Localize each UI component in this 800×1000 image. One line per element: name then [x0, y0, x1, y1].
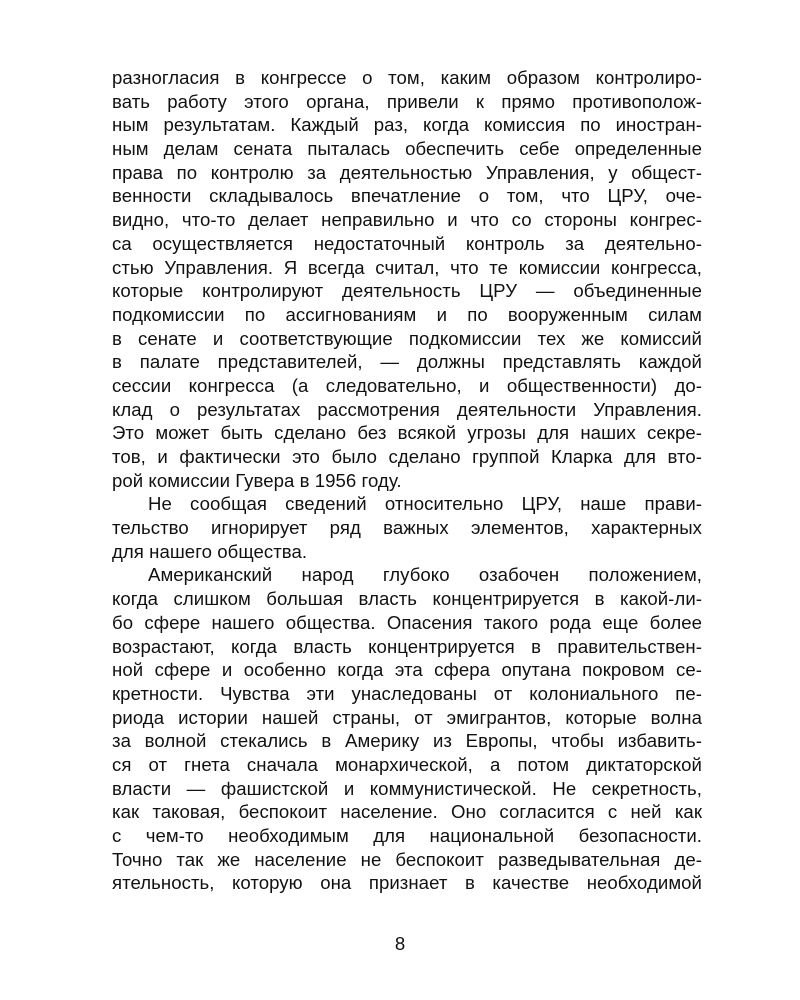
text-line: са осуществляется недостаточный контроль за деятельно- [112, 232, 702, 254]
text-line: ной сфере и особенно когда эта сфера опутана покровом се- [112, 659, 702, 681]
text-line: кретности. Чувства эти унаследованы от колониального пе- [112, 682, 702, 704]
text-line: права по контролю за деятельностью Управления, у общест- [112, 161, 702, 183]
text-line: сессии конгресса (а следовательно, и общественности) до- [112, 374, 702, 396]
text-line: бо сфере нашего общества. Опасения такого рода еще более [112, 611, 702, 633]
text-line: в сенате и соответствующие подкомиссии тех же комиссий [112, 327, 702, 349]
text-line: тельство игнорирует ряд важных элементов, характерных [112, 517, 702, 539]
text-line: Американский народ глубоко озабочен положением, [148, 564, 702, 586]
text-line: когда слишком большая власть концентрируется в какой-ли- [112, 588, 702, 610]
text-line: в палате представителей, — должны представлять каждой [112, 351, 702, 373]
text-line: ятельность, которую она признает в качестве необходимой [112, 872, 702, 894]
text-line: вать работу этого органа, привели к прямо противополож- [112, 90, 702, 112]
text-line: которые контролируют деятельность ЦРУ — объединенные [112, 280, 702, 302]
text-line: тов, и фактически это было сделано группой Кларка для вто- [112, 446, 702, 467]
text-line: клад о результатах рассмотрения деятельности Управления. [112, 398, 702, 420]
text-line: видно, что-то делает неправильно и что со стороны конгрес- [112, 209, 702, 231]
text-line: стью Управления. Я всегда считал, что те комиссии конгресса, [112, 256, 702, 278]
text-line: Не сообщая сведений относительно ЦРУ, наше прави- [148, 493, 702, 515]
text-line: за волной стекались в Америку из Европы, чтобы избавить- [112, 730, 702, 752]
text-line: с чем-то необходимым для национальной безопасности. [112, 825, 702, 846]
text-line: рой комиссии Гувера в 1956 году. [112, 469, 402, 491]
text-line: Это может быть сделано без всякой угрозы для наших секре- [112, 422, 702, 444]
text-line: как таковая, беспокоит население. Оно согласится с ней как [112, 801, 702, 823]
text-line: власти — фашистской и коммунистической. Не секретность, [112, 777, 702, 799]
page-number: 8 [394, 933, 406, 954]
text-line: ным делам сената пыталась обеспечить себе определенные [112, 138, 702, 160]
text-line: для нашего общества. [112, 540, 308, 562]
page-body [112, 66, 702, 895]
text-line: возрастают, когда власть концентрируется в правительствен- [112, 635, 702, 657]
text-line: Точно так же население не беспокоит разведывательная де- [112, 848, 702, 870]
text-line: подкомиссии по ассигнованиям и по вооруженным силам [112, 303, 702, 325]
text-line: разногласия в конгрессе о том, каким образом контролиро- [112, 67, 702, 88]
text-line: ным результатам. Каждый раз, когда комиссия по иностран- [112, 114, 702, 136]
text-line: ся от гнета сначала монархической, а потом диктаторской [112, 753, 702, 775]
text-line: риода истории нашей страны, от эмигрантов, которые волна [112, 706, 702, 728]
text-line: венности складывалось впечатление о том, что ЦРУ, оче- [112, 185, 702, 207]
